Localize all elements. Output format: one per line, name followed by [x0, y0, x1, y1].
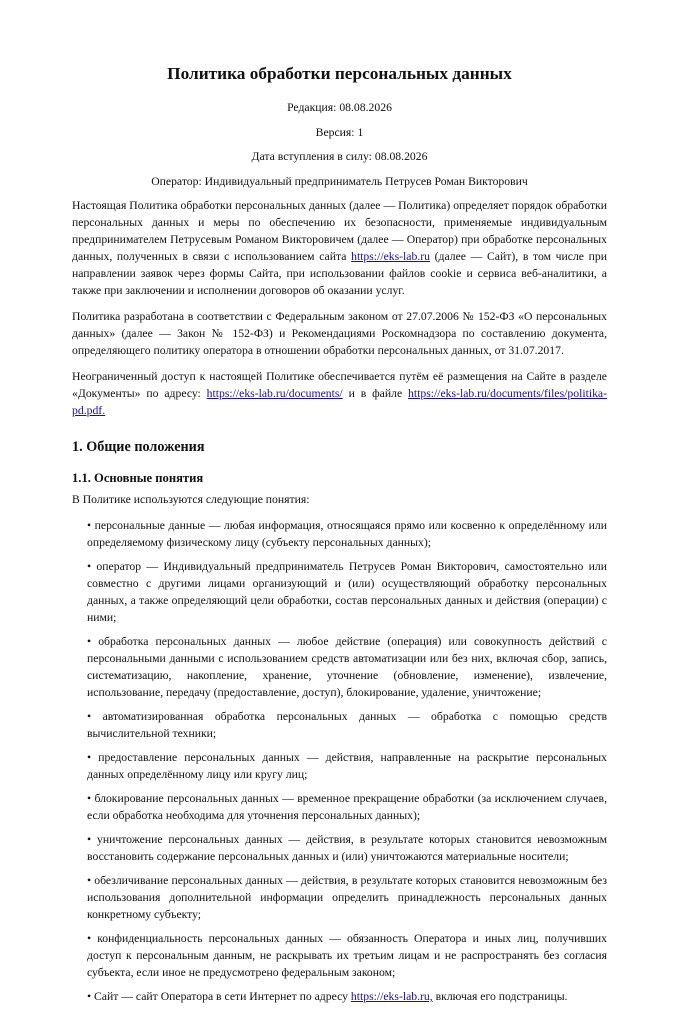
- site-link[interactable]: https://eks-lab.ru: [351, 250, 430, 263]
- term-site-text-end: включая его подстраницы.: [432, 990, 568, 1003]
- version: Версия: 1: [315, 125, 364, 139]
- intro-text-start: Настоящая Политика обработки персональных данных (далее — Политика) определяет порядок обработки персональных данных и меры по обеспечению их безопасности, применяемые индивидуальным предпринимателем Петрусевым Романом Викторовичем (далее — Оператор) при обработке персональных данных, полученных в связи с использованием сайта: [72, 199, 607, 263]
- term-operator: • оператор — Индивидуальный предприниматель Петрусев Роман Викторович, самостоятельно или совместно с другими лицами организующий и (или) осуществляющий обработку персональных данных, а также определяющий цели обработки, состав персональных данных и действия (операции) с ними;: [87, 560, 607, 624]
- term-site: [87, 988, 607, 1005]
- intro-text-end: (далее — Сайт), в том числе при направлении заявок через формы Сайта, при использовании файлов cookie и сервиса веб-аналитики, а также при заключении и исполнении договоров об оказании услуг.: [72, 250, 607, 297]
- term-processing: • обработка персональных данных — любое действие (операция) или совокупность действий с персональными данными с использованием средств автоматизации или без них, включая сбор, запись, систематизацию, накопление, хранение, уточнение (обновление, изменение), извлечение, использование, передачу (предоставление, доступ), блокирование, удаление, уничтожение;: [87, 635, 607, 699]
- documents-link[interactable]: https://eks-lab.ru/documents/: [206, 387, 343, 400]
- access-text-between: и в файле: [342, 387, 409, 400]
- revision-date: Редакция: 08.08.2026: [287, 101, 392, 114]
- effective-date: Дата вступления в силу: 08.08.2026: [251, 150, 428, 163]
- operator-line: Оператор: Индивидуальный предприниматель Петрусев Роман Викторович: [151, 174, 528, 188]
- term-provision: • предоставление персональных данных — действия, направленные на раскрытие персональных данных определённому лицу или кругу лиц;: [87, 751, 607, 781]
- term-confidentiality: • конфиденциальность персональных данных — обязанность Оператора и иных лиц, получивших доступ к персональным данным, не раскрывать их третьим лицам и не распространять без согласия субъекта, если иное не предусмотрено федеральным законом;: [87, 932, 607, 979]
- term-destruction: • уничтожение персональных данных — действия, в результате которых становится невозможным восстановить содержание персональных данных и (или) уничтожаются материальные носители;: [87, 833, 607, 863]
- access-text-start: Неограниченный доступ к настоящей Политике обеспечивается путём её размещения на Сайте в разделе «Документы» по адресу:: [72, 370, 607, 400]
- policy-pdf-link[interactable]: https://eks-lab.ru/documents/files/politika-pd.pdf.: [72, 387, 607, 417]
- intro-paragraph: [72, 197, 607, 299]
- document-title: Политика обработки персональных данных: [167, 64, 512, 83]
- terms-intro: В Политике используются следующие понятия:: [72, 493, 310, 506]
- term-depersonalization: • обезличивание персональных данных — действия, в результате которых становится невозможным без использования дополнительной информации определить принадлежность персональных данных конкретному субъекту;: [87, 874, 607, 921]
- access-paragraph: [72, 368, 607, 419]
- subsection-heading-terms: 1.1. Основные понятия: [72, 471, 204, 485]
- term-automated-processing: • автоматизированная обработка персональных данных — обработка с помощью средств вычислительной техники;: [87, 710, 607, 740]
- term-site-text: • Сайт — сайт Оператора в сети Интернет по адресу: [87, 990, 351, 1003]
- term-personal-data: • персональные данные — любая информация, относящаяся прямо или косвенно к определённому или определяемому физическому лицу (субъекту персональных данных);: [87, 519, 607, 549]
- term-blocking: • блокирование персональных данных — временное прекращение обработки (за исключением случаев, если обработка необходима для уточнения персональных данных);: [87, 792, 607, 822]
- terms-list: [72, 517, 607, 1005]
- section-heading-general: 1. Общие положения: [72, 439, 205, 455]
- legal-basis-paragraph: Политика разработана в соответствии с Федеральным законом от 27.07.2006 № 152-ФЗ «О персональных данных» (далее — Закон № 152-ФЗ) и Рекомендациями Роскомнадзора по составлению документа, определяющего политику оператора в отношении обработки персональных данных, от 31.07.2017.: [72, 310, 607, 357]
- site-link-terms[interactable]: https://eks-lab.ru,: [350, 990, 433, 1003]
- document-page: [72, 62, 607, 1012]
